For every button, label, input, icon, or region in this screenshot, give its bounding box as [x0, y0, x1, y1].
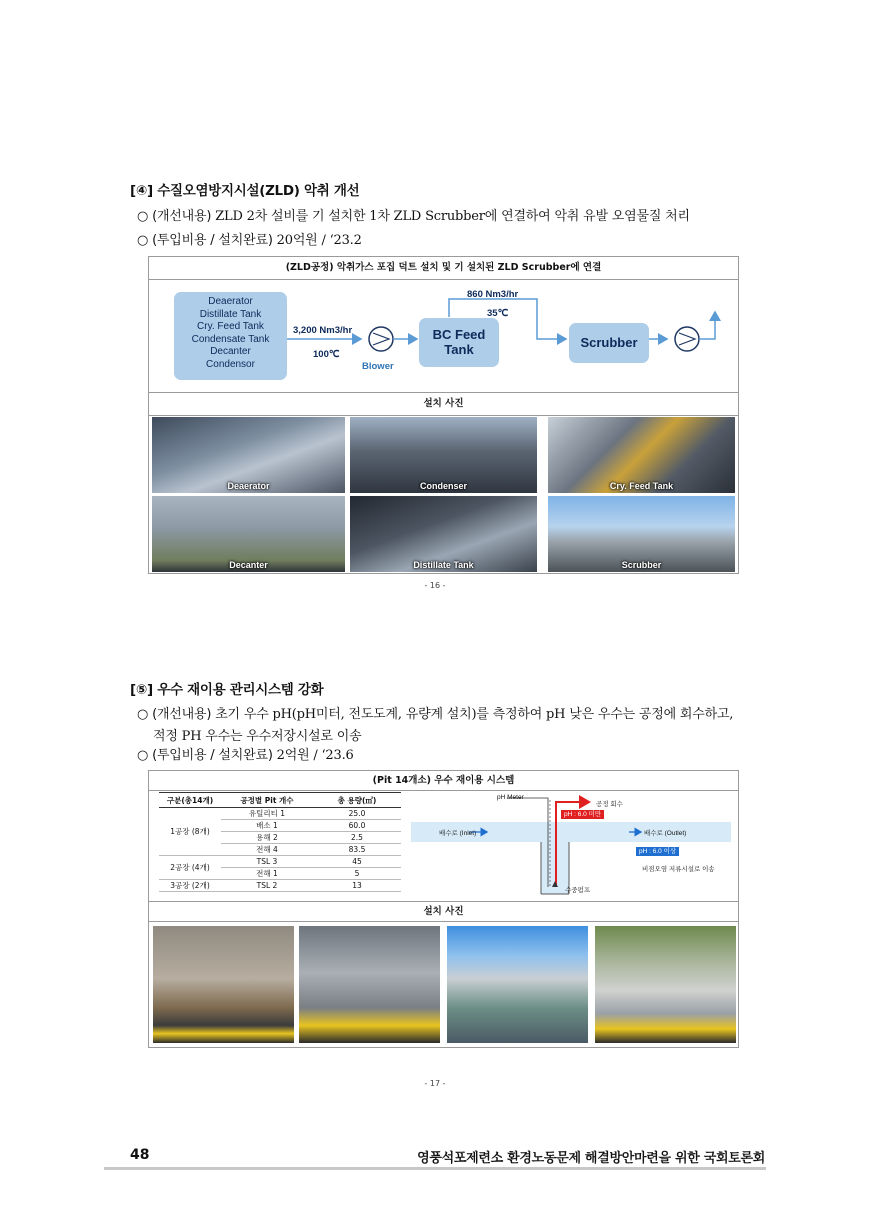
- photo-pit-2: [299, 926, 440, 1043]
- capacity-cell: 83.5: [313, 844, 401, 856]
- pump-label: 수중펌프: [565, 887, 591, 894]
- source-label: Condensate Tank: [191, 333, 270, 345]
- photo-scrubber: [548, 496, 735, 572]
- photo-pit-4: [595, 926, 736, 1043]
- bullet-text: ZLD 2차 설비를 기 설치한 1차 ZLD Scrubber에 연결하여 악취 유발 오염물질 처리: [215, 209, 690, 224]
- table-row: [159, 808, 401, 820]
- source-label: Deaerator: [208, 296, 253, 307]
- divider: [149, 790, 738, 791]
- bullet-label: ○ (투입비용 / 설치완료): [137, 233, 273, 248]
- flow1-rate: 3,200 Nm3/hr: [293, 325, 353, 336]
- pit-cell: 전해 1: [221, 867, 313, 879]
- section4-bullet-cost: [137, 229, 362, 248]
- footer-rule: [104, 1167, 766, 1170]
- section5-bullet-cost: [137, 744, 354, 763]
- group-cell: 1공장 (8개): [159, 808, 221, 856]
- source-label: Distillate Tank: [199, 308, 262, 320]
- outlet-label: 배수로 (Outlet): [644, 830, 687, 837]
- section4-heading: [④] 수질오염방지시설(ZLD) 악취 개선: [130, 183, 360, 199]
- photo-pit-3: [447, 926, 588, 1043]
- divider: [149, 921, 738, 922]
- source-label: Decanter: [210, 346, 251, 358]
- divider: [149, 415, 738, 416]
- group-cell: 3공장 (2개): [159, 879, 221, 891]
- flow-arrow: [699, 312, 715, 339]
- bullet-text: 초기 우수 pH(pH미터, 전도도계, 유량계 설치)를 측정하여 pH 낮은 우수는 공정에 회수하고,: [215, 707, 734, 722]
- bc-feed-tank: BC Feed Tank: [419, 318, 499, 367]
- figure-title: (ZLD공정) 악취가스 포집 덕트 설치 및 기 설치된 ZLD Scrubber에 연결: [285, 262, 602, 273]
- footer-page-number: 48: [130, 1147, 150, 1163]
- bullet-text-continued: 적정 PH 우수는 우수저장시설로 이송: [153, 729, 362, 744]
- photo-caption: Scrubber: [621, 560, 662, 570]
- photos-title: 설치 사진: [423, 398, 464, 409]
- photo-condenser: [350, 417, 537, 493]
- photo-caption: Deaerator: [227, 481, 270, 491]
- pit-cell: TSL 2: [221, 879, 313, 891]
- photo-distillate-tank: [350, 496, 537, 572]
- figure-title: (Pit 14개소) 우수 재이용 시스템: [372, 775, 515, 786]
- table-header: 구분(총14개): [159, 793, 221, 808]
- rainwater-figure: [148, 770, 739, 1048]
- ph-meter-label: pH Meter: [497, 794, 524, 801]
- page-number-16: - 16 -: [424, 581, 446, 590]
- source-label: Condensor: [206, 358, 255, 370]
- flow2-temp: 35℃: [487, 308, 509, 319]
- bullet-text: 20억원 / ‘23.2: [276, 233, 362, 248]
- capacity-cell: 60.0: [313, 820, 401, 832]
- source-tanks-box: [174, 292, 287, 380]
- capacity-cell: 2.5: [313, 832, 401, 844]
- bullet-label: ○ (개선내용): [137, 707, 212, 722]
- bullet-label: ○ (개선내용): [137, 209, 212, 224]
- source-label: Cry. Feed Tank: [197, 321, 264, 333]
- capacity-cell: 5: [313, 867, 401, 879]
- photo-caption: Decanter: [229, 560, 268, 570]
- photo-pit-1: [153, 926, 294, 1043]
- pit-cell: 용해 2: [221, 832, 313, 844]
- process-return-label: 공정 회수: [596, 801, 623, 808]
- photo-cry-feed-tank: [548, 417, 735, 493]
- pit-capacity-table: [159, 792, 401, 892]
- flow2-rate: 860 Nm3/hr: [467, 289, 519, 300]
- photo-caption: Condenser: [419, 481, 467, 491]
- pit-cell: TSL 3: [221, 856, 313, 868]
- blower-label: Blower: [362, 361, 394, 372]
- table-row: [159, 856, 401, 868]
- pit-cell: 전해 4: [221, 844, 313, 856]
- section5-heading: [⑤] 우수 재이용 관리시스템 강화: [130, 682, 324, 698]
- pit-cell: 유틸리티 1: [221, 808, 313, 820]
- capacity-cell: 25.0: [313, 808, 401, 820]
- photo-deaerator: [152, 417, 345, 493]
- pit-cell: 배소 1: [221, 820, 313, 832]
- inlet-label: 배수로 (Inlet): [439, 830, 477, 837]
- group-cell: 2공장 (4개): [159, 856, 221, 880]
- photos-title: 설치 사진: [423, 906, 464, 917]
- page-number-17: - 17 -: [424, 1079, 446, 1088]
- capacity-cell: 45: [313, 856, 401, 868]
- ph-high-badge: pH : 6.0 이상: [636, 847, 679, 856]
- flow1-temp: 100℃: [313, 349, 340, 360]
- photo-decanter: [152, 496, 345, 572]
- zld-figure: [148, 256, 739, 574]
- table-row: [159, 879, 401, 891]
- capacity-cell: 13: [313, 879, 401, 891]
- scrubber-box: Scrubber: [569, 323, 649, 363]
- footer-title: 영풍석포제련소 환경노동문제 해결방안마련을 위한 국회토론회: [417, 1151, 765, 1166]
- ph-low-badge: pH : 6.0 미만: [561, 810, 604, 819]
- bullet-text: 2억원 / ‘23.6: [276, 748, 354, 763]
- storage-label: 비점오염 저류시설로 이송: [642, 866, 715, 873]
- photo-caption: Distillate Tank: [413, 560, 474, 570]
- section4-bullet-improvement: [137, 205, 690, 224]
- pit-system-diagram: [411, 792, 731, 902]
- table-header: 총 용량(㎥): [313, 793, 401, 808]
- section5-bullet-improvement: [137, 703, 733, 744]
- table-header: 공정별 Pit 개수: [221, 793, 313, 808]
- bullet-label: ○ (투입비용 / 설치완료): [137, 748, 273, 763]
- photo-caption: Cry. Feed Tank: [609, 481, 674, 491]
